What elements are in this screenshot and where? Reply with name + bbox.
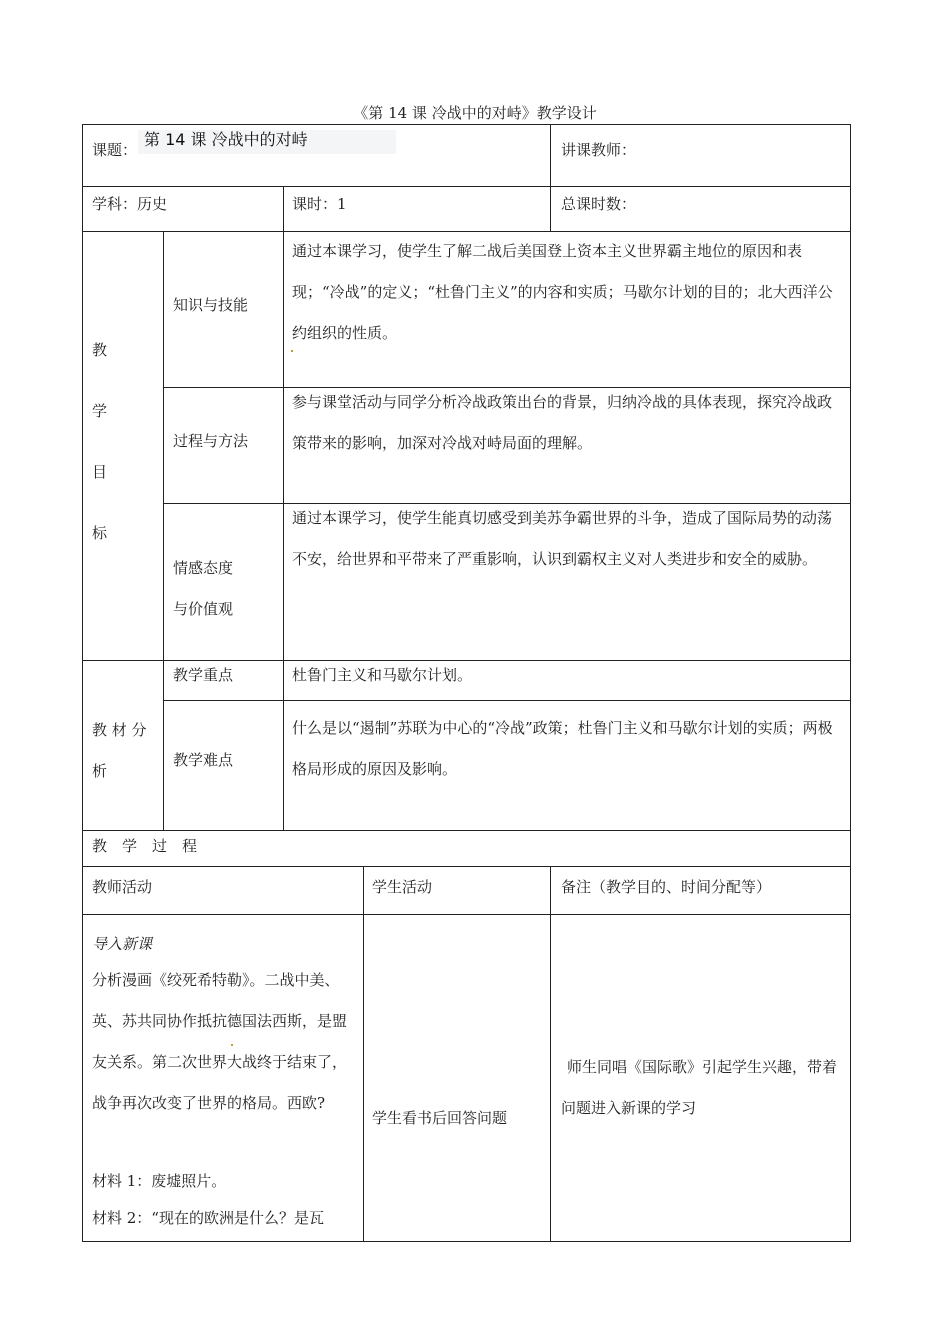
- objectives-label-char: 学: [92, 402, 108, 420]
- difficulty-text: 什么是以“遏制”苏联为中心的“冷战”政策；杜鲁门主义和马歇尔计划的实质；两极格局形成的原因及影响。: [292, 719, 833, 778]
- row-divider: [163, 700, 851, 701]
- periods-cell: 课时：1: [292, 195, 347, 213]
- attitude-text: 通过本课学习，使学生能真切感受到美苏争霸世界的斗争，造成了国际局势的动荡不安，给世界和平带来了严重影响，认识到霸权主义对人类进步和安全的威胁。: [292, 509, 833, 568]
- stray-mark: [231, 1044, 233, 1046]
- col-divider: [163, 231, 164, 830]
- col-divider: [550, 124, 551, 231]
- material-2: 材料 2：“现在的欧洲是什么？是瓦: [92, 1209, 324, 1227]
- knowledge-text: 通过本课学习，使学生了解二战后美国登上资本主义世界霸主地位的原因和表现；“冷战”的定义；“杜鲁门主义”的内容和实质；马歇尔计划的目的；北大西洋公约组织的性质。: [292, 242, 833, 342]
- difficulty-label: 教学难点: [173, 751, 234, 769]
- table-border-bottom: [82, 1241, 851, 1242]
- notes-text: 师生同唱《国际歌》引起学生兴趣，带着问题进入新课的学习: [561, 1058, 838, 1117]
- row-divider: [82, 830, 851, 831]
- material-1: 材料 1：废墟照片。: [92, 1172, 227, 1190]
- row-divider: [82, 186, 851, 187]
- row-divider: [82, 866, 851, 867]
- key-point-label: 教学重点: [173, 666, 234, 684]
- student-activity-text: 学生看书后回答问题: [372, 1109, 508, 1127]
- process-method-text: 参与课堂活动与同学分析冷战政策出台的背景，归纳冷战的具体表现，探究冷战政策带来的影响，加深对冷战对峙局面的理解。: [292, 393, 833, 452]
- row-divider: [82, 660, 851, 661]
- intro-heading: 导入新课: [92, 935, 153, 953]
- objectives-label-char: 目: [92, 463, 108, 481]
- teacher-activity-header: 教师活动: [92, 878, 153, 896]
- row-divider: [82, 914, 851, 915]
- topic-label: 课题：: [92, 141, 138, 159]
- notes-header: 备注（教学目的、时间分配等）: [561, 878, 772, 896]
- objectives-label-char: 标: [92, 524, 108, 542]
- teacher-activity-text: 分析漫画《绞死希特勒》。二战中美、英、苏共同协作抵抗德国法西斯，是盟友关系。第二次世界大战终于结束了，战争再次改变了世界的格局。西欧?: [92, 971, 348, 1112]
- col-divider: [283, 186, 284, 231]
- key-point-text: 杜鲁门主义和马歇尔计划。: [292, 666, 473, 684]
- process-method-label: 过程与方法: [173, 432, 249, 450]
- process-heading: 教 学 过 程: [92, 837, 198, 855]
- total-periods-cell: 总课时数：: [561, 195, 637, 213]
- col-divider: [363, 866, 364, 1241]
- attitude-label: 情感态度与价值观: [173, 559, 234, 618]
- col-divider: [283, 231, 284, 830]
- table-border-top: [82, 124, 851, 125]
- col-divider: [550, 866, 551, 1241]
- stray-mark: [291, 350, 293, 352]
- document-title: 《第 14 课 冷战中的对峙》教学设计: [353, 104, 597, 122]
- table-border-left: [82, 124, 83, 1242]
- subject-cell: 学科：历史: [92, 195, 168, 213]
- knowledge-label: 知识与技能: [173, 296, 249, 314]
- teacher-label: 讲课教师：: [561, 141, 637, 159]
- analysis-label: 教 材 分 析: [92, 721, 147, 780]
- objectives-label: [92, 340, 122, 584]
- topic-value: 第 14 课 冷战中的对峙: [138, 130, 396, 154]
- objectives-label-char: 教: [92, 341, 108, 359]
- student-activity-header: 学生活动: [372, 878, 433, 896]
- table-border-right: [850, 124, 851, 1242]
